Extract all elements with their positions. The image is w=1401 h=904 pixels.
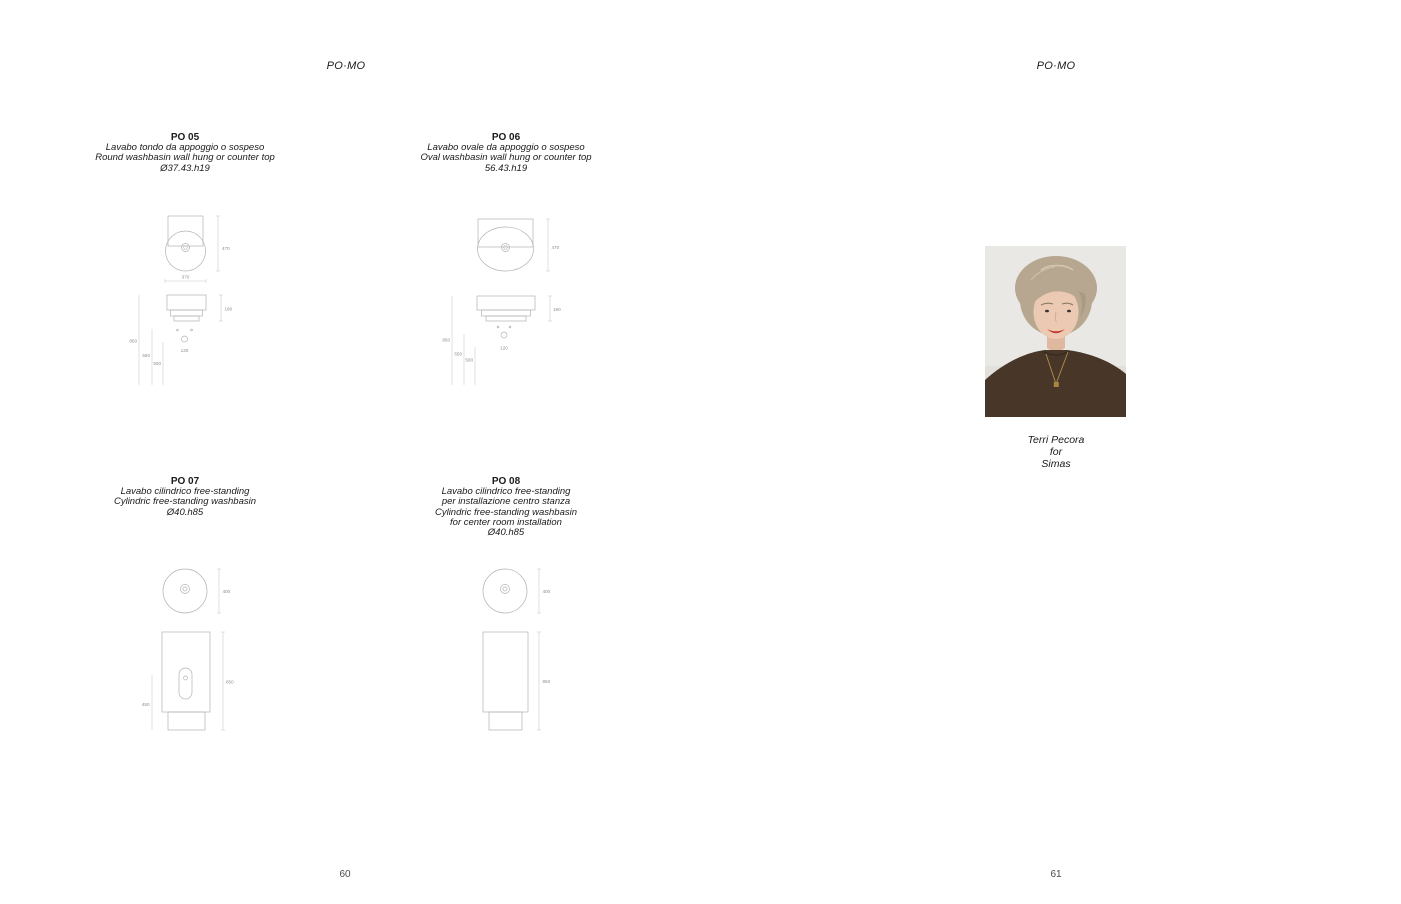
dim-label-diameter: 400 [542,589,551,594]
product-title: PO 05 [170,132,200,143]
product-code: Ø40.h85 [166,506,204,518]
product-title: PO 08 [491,476,521,487]
product-desc-en-2: for center room installation [450,516,562,528]
product-code: 56.43.h19 [484,162,528,174]
designer-caption [986,434,1126,471]
product-desc-en: Cylindric free-standing washbasin [113,496,257,508]
product-desc-it-2: per installazione centro stanza [441,496,571,508]
dim-label-basin-height: 190 [224,306,233,312]
product-code: Ø40.h85 [487,527,525,539]
product-desc-en-1: Cylindric free-standing washbasin [434,506,578,518]
dim-label-h3: 500 [153,361,161,366]
dim-label-holes: 120 [180,348,189,353]
brand-name: Simas [1041,458,1071,471]
left-page-header: PO·MO [326,60,366,72]
product-block-po07 [75,476,295,518]
product-desc-en: Round washbasin wall hung or counter top [95,152,275,164]
dim-label-h1: 850 [129,338,137,344]
dim-label-h2: 550 [142,353,150,358]
dim-label-height: 850 [542,679,551,684]
po05-side-view-drawing [120,285,250,395]
right-page-number: 61 [1050,869,1062,880]
dim-label-holes: 120 [500,345,508,351]
product-title: PO 07 [170,476,200,487]
po06-side-view-drawing [440,260,580,400]
product-desc-it: Lavabo ovale da appoggio o sospeso [427,142,585,153]
product-block-po05 [75,132,295,174]
product-desc-it: Lavabo cilindrico free-standing [120,486,250,497]
right-page-header: PO·MO [1036,60,1076,72]
po07-top-view-drawing [130,555,250,635]
dim-label-h3: 500 [465,357,473,363]
dim-label-depth: 470 [222,246,230,251]
po05-top-view-drawing [125,205,245,295]
dim-label-h1: 850 [442,337,450,343]
dim-label-h2: 550 [454,351,462,357]
po07-side-view-drawing [125,625,255,740]
dim-label-trap-height: 450 [141,702,150,707]
product-desc-it: Lavabo tondo da appoggio o sospeso [105,142,265,153]
designer-for: for [1049,446,1063,459]
dim-label-width: 370 [181,274,190,280]
product-block-po08 [396,476,616,538]
dim-label-height: 850 [226,679,234,685]
left-page-number: 60 [339,869,351,880]
dim-label-depth: 470 [551,245,560,250]
product-desc-en: Oval washbasin wall hung or counter top [420,152,592,164]
po08-drawing [445,555,575,740]
dim-label-diameter: 400 [222,589,231,594]
dim-label-basin-height: 190 [553,307,561,312]
designer-portrait-photo [985,246,1126,417]
product-desc-it-1: Lavabo cilindrico free-standing [441,486,571,497]
product-block-po06 [396,132,616,174]
designer-name: Terri Pecora [1027,434,1085,446]
product-title: PO 06 [491,132,521,143]
product-code: Ø37.43.h19 [160,162,210,174]
